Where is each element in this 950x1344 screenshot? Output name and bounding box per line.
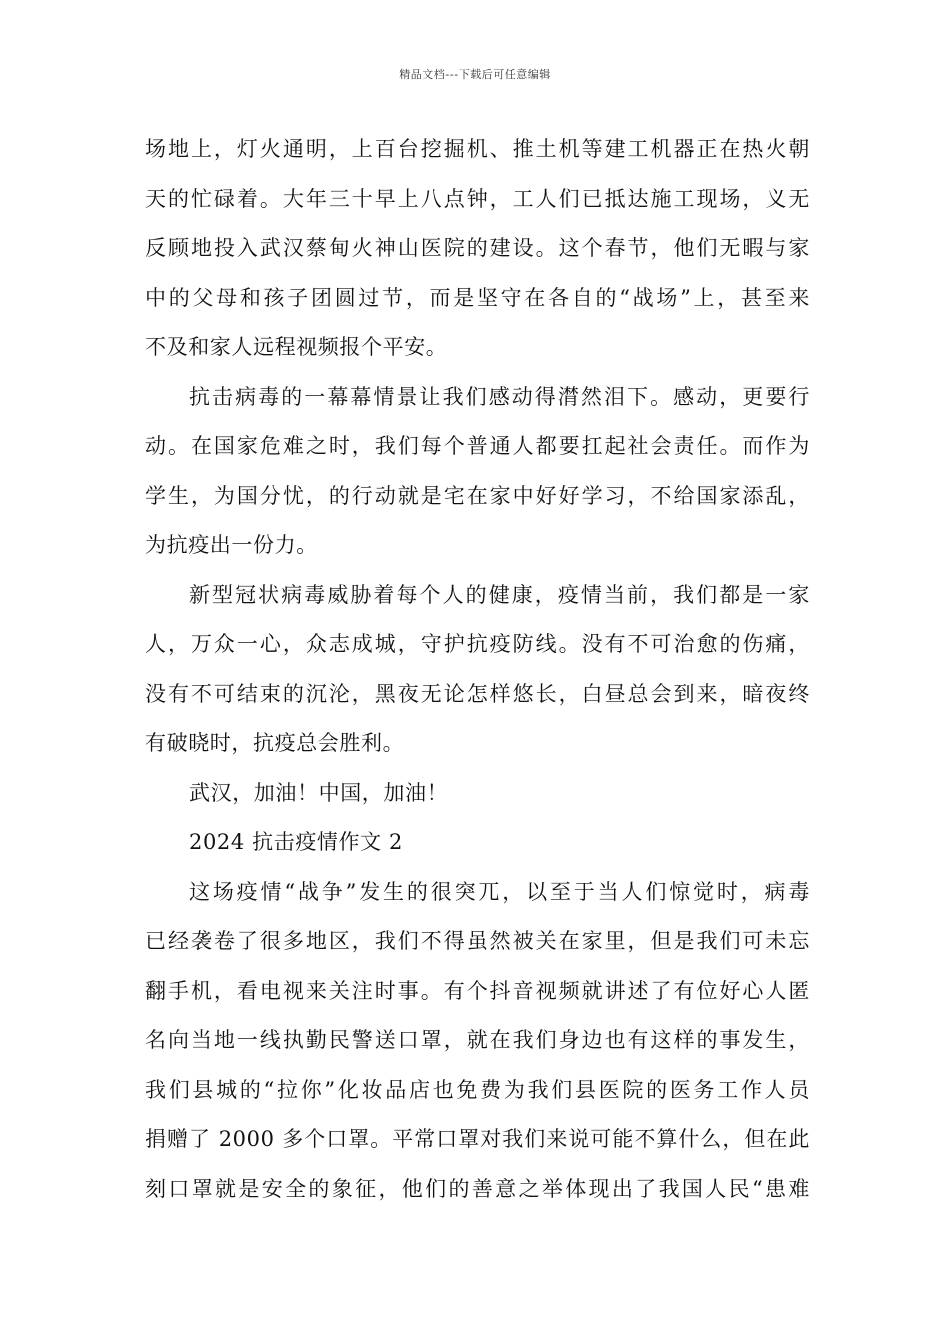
text-line: 有破晓时，抗疫总会胜利。: [145, 731, 405, 755]
section-title: 2024 抗击疫情作文 2: [189, 830, 403, 854]
text-line: 名向当地一线执勤民警送口罩，就在我们身边也有这样的事发生，: [145, 1028, 810, 1052]
text-line: 反顾地投入武汉蔡甸火神山医院的建设。这个春节，他们无暇与家: [145, 236, 810, 260]
paragraph-first-line: 武汉，加油！中国，加油！: [189, 780, 449, 805]
text-line: 中的父母和孩子团圆过节，而是坚守在各自的“战场”上，甚至来: [145, 285, 810, 310]
text-line: 为抗疫出一份力。: [145, 533, 318, 557]
text-line: 天的忙碌着。大年三十早上八点钟，工人们已抵达施工现场，义无: [145, 186, 810, 211]
text-line: 已经袭卷了很多地区，我们不得虽然被关在家里，但是我们可未忘: [145, 929, 810, 953]
text-line: 场地上，灯火通明，上百台挖掘机、推土机等建工机器正在热火朝: [145, 137, 810, 161]
text-line: 翻手机，看电视来关注时事。有个抖音视频就讲述了有位好心人匿: [145, 978, 810, 1003]
paragraph-first-line: 这场疫情“战争”发生的很突兀，以至于当人们惊觉时，病毒: [189, 879, 810, 904]
page-header: 精品文档---下载后可任意编辑: [399, 68, 551, 81]
text-line: 动。在国家危难之时，我们每个普通人都要扛起社会责任。而作为: [145, 434, 810, 458]
text-line: 我们县城的“拉你”化妆品店也免费为我们县医院的医务工作人员: [145, 1077, 810, 1102]
text-line: 没有不可结束的沉沦，黑夜无论怎样悠长，白昼总会到来，暗夜终: [145, 681, 810, 706]
document-body: [145, 125, 810, 1214]
text-line: 人，万众一心，众志成城，守护抗疫防线。没有不可治愈的伤痛，: [145, 632, 810, 656]
text-line: 学生，为国分忧，的行动就是宅在家中好好学习，不给国家添乱，: [145, 483, 810, 508]
text-line: 不及和家人远程视频报个平安。: [145, 335, 448, 359]
paragraph-first-line: 抗击病毒的一幕幕情景让我们感动得潸然泪下。感动，更要行: [189, 384, 810, 409]
text-line: 刻口罩就是安全的象征，他们的善意之举体现出了我国人民“患难: [145, 1176, 810, 1201]
text-line: 捐赠了 2000 多个口罩。平常口罩对我们来说可能不算什么，但在此: [145, 1127, 810, 1151]
paragraph-first-line: 新型冠状病毒威胁着每个人的健康，疫情当前，我们都是一家: [189, 582, 810, 607]
